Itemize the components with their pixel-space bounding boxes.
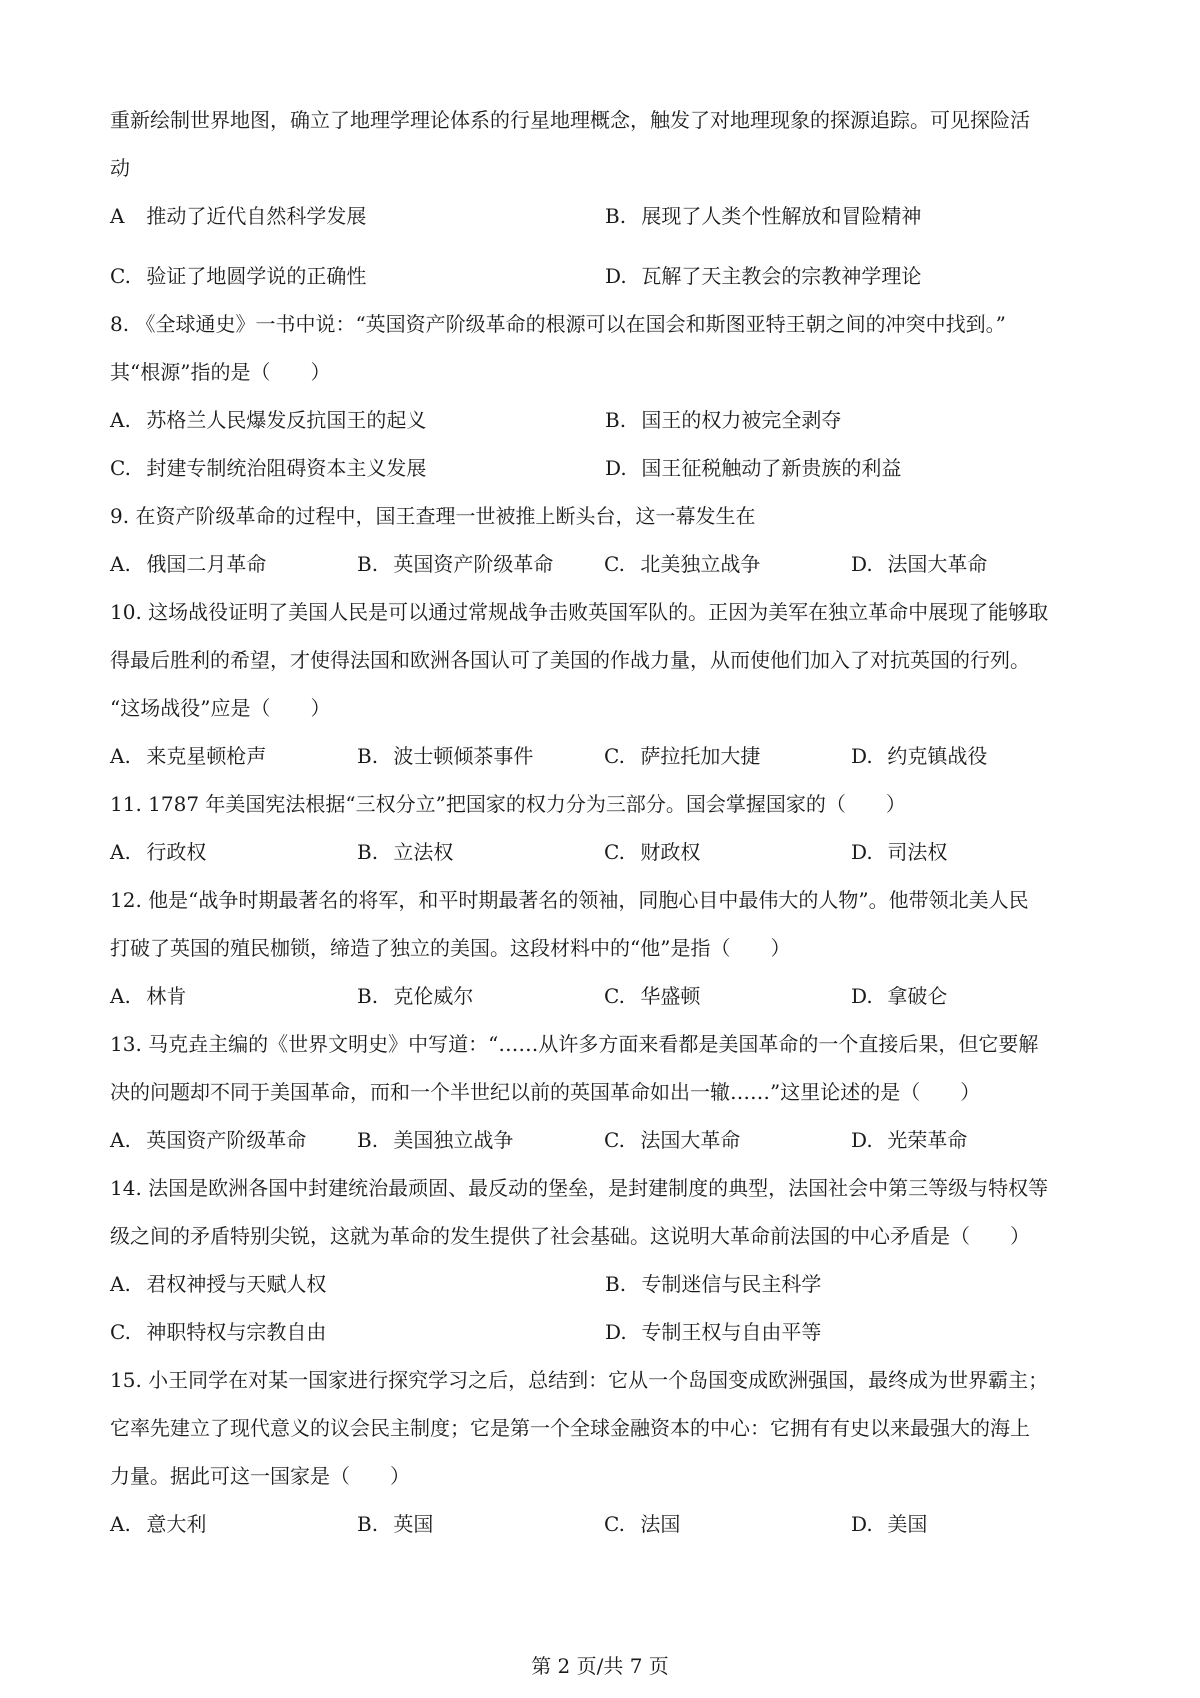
option-d [605, 444, 1100, 492]
option-text: 波士顿倾茶事件 [393, 744, 534, 768]
option-letter: A. [110, 408, 131, 432]
option-text: 推动了近代自然科学发展 [146, 204, 367, 228]
question-stem-line: 8. 《全球通史》一书中说：“英国资产阶级革命的根源可以在国会和斯图亚特王朝之间的冲突中找到。” [110, 312, 1006, 336]
option-b [357, 1500, 604, 1548]
option-letter: B. [605, 1272, 627, 1296]
option-letter: D. [851, 744, 873, 768]
option-letter: B. [357, 1128, 379, 1152]
option-letter: D. [851, 552, 873, 576]
option-b [357, 1116, 604, 1164]
options-grid [110, 1500, 1100, 1548]
option-text: 法国 [640, 1512, 681, 1536]
option-c [604, 540, 851, 588]
option-text: 国王征税触动了新贵族的利益 [641, 456, 902, 480]
question-9 [110, 492, 1100, 588]
options-grid [110, 540, 1100, 588]
option-text: 美国独立战争 [393, 1128, 514, 1152]
option-letter: B. [605, 408, 627, 432]
option-text: 神职特权与宗教自由 [146, 1320, 327, 1344]
option-letter: D. [851, 1128, 873, 1152]
page-content [110, 96, 1100, 1548]
question-stem-line: 得最后胜利的希望，才使得法国和欧洲各国认可了美国的作战力量，从而使他们加入了对抗英国的行列。 [110, 648, 1030, 672]
options-grid [110, 732, 1100, 780]
option-text: 英国 [393, 1512, 434, 1536]
option-letter: C. [604, 552, 625, 576]
option-text: 意大利 [146, 1512, 207, 1536]
option-letter: C. [604, 840, 625, 864]
option-c [604, 1500, 851, 1548]
option-text: 立法权 [393, 840, 454, 864]
question-11 [110, 780, 1100, 876]
option-letter: C. [110, 264, 131, 288]
question-stem-line: 动 [110, 156, 130, 180]
option-text: 法国大革命 [640, 1128, 741, 1152]
options-grid [110, 192, 1100, 240]
question-stem-line: 级之间的矛盾特别尖锐，这就为革命的发生提供了社会基础。这说明大革命前法国的中心矛盾是（ ） [110, 1224, 1030, 1248]
option-letter: A. [110, 552, 131, 576]
option-letter: D. [605, 264, 627, 288]
option-c [110, 444, 605, 492]
option-b [357, 732, 604, 780]
question-stem-line: 12. 他是“战争时期最著名的将军，和平时期最著名的领袖，同胞心目中最伟大的人物”。他带领北美人民 [110, 888, 1029, 912]
option-text: 司法权 [887, 840, 948, 864]
option-text: 验证了地圆学说的正确性 [146, 264, 367, 288]
option-text: 华盛顿 [640, 984, 701, 1008]
option-d [605, 1308, 1100, 1356]
question-stem-line: 打破了英国的殖民枷锁，缔造了独立的美国。这段材料中的“他”是指（ ） [110, 936, 791, 960]
question-stem-line: 决的问题却不同于美国革命，而和一个半世纪以前的英国革命如出一辙……”这里论述的是（ ） [110, 1080, 981, 1104]
option-text: 克伦威尔 [393, 984, 474, 1008]
option-letter: C. [110, 456, 131, 480]
option-c [604, 972, 851, 1020]
question-stem-line: “这场战役”应是（ ） [110, 696, 331, 720]
question-stem-line: 9. 在资产阶级革命的过程中，国王查理一世被推上断头台，这一幕发生在 [110, 504, 756, 528]
option-d [851, 1500, 1100, 1548]
option-letter: B. [357, 744, 379, 768]
question-stem-line: 11. 1787 年美国宪法根据“三权分立”把国家的权力分为三部分。国会掌握国家的（ ） [110, 792, 906, 816]
option-letter: B. [605, 204, 627, 228]
option-d [851, 1116, 1100, 1164]
option-text: 林肯 [146, 984, 187, 1008]
question-14 [110, 1164, 1100, 1356]
option-letter: D. [851, 984, 873, 1008]
option-a [110, 540, 357, 588]
question-stem-line: 它率先建立了现代意义的议会民主制度；它是第一个全球金融资本的中心：它拥有有史以来最强大的海上 [110, 1416, 1030, 1440]
option-b [605, 396, 1100, 444]
option-c [604, 1116, 851, 1164]
page-number: 第 2 页/共 7 页 [531, 1654, 669, 1678]
question-stem-line: 13. 马克垚主编的《世界文明史》中写道：“……从许多方面来看都是美国革命的一个直接后果，但它要解 [110, 1032, 1039, 1056]
option-text: 光荣革命 [887, 1128, 968, 1152]
option-c [110, 252, 605, 300]
option-a [110, 828, 357, 876]
option-d [605, 252, 1100, 300]
options-grid [110, 1116, 1100, 1164]
question-8 [110, 300, 1100, 492]
option-a [110, 192, 605, 240]
option-letter: C. [604, 744, 625, 768]
option-a [110, 1116, 357, 1164]
option-b [357, 828, 604, 876]
option-letter: C. [604, 984, 625, 1008]
option-letter: B. [357, 840, 379, 864]
option-a [110, 396, 605, 444]
option-text: 来克星顿枪声 [146, 744, 267, 768]
options-grid [110, 1260, 1100, 1356]
option-d [851, 828, 1100, 876]
option-text: 财政权 [640, 840, 701, 864]
option-letter: A. [110, 984, 131, 1008]
option-letter: C. [110, 1320, 131, 1344]
option-c [604, 828, 851, 876]
option-text: 拿破仑 [887, 984, 948, 1008]
option-text: 专制迷信与民主科学 [641, 1272, 822, 1296]
option-letter: D. [851, 840, 873, 864]
question-15 [110, 1356, 1100, 1548]
question-stem-line: 15. 小王同学在对某一国家进行探究学习之后，总结到：它从一个岛国变成欧洲强国，最终成为世界霸主； [110, 1368, 1049, 1392]
option-text: 法国大革命 [887, 552, 988, 576]
option-text: 美国 [887, 1512, 928, 1536]
options-grid [110, 252, 1100, 300]
page-footer [0, 1652, 1200, 1680]
option-a [110, 972, 357, 1020]
option-letter: A [110, 204, 125, 228]
option-text: 君权神授与天赋人权 [146, 1272, 327, 1296]
option-b [605, 1260, 1100, 1308]
option-letter: A. [110, 1272, 131, 1296]
question-stem-line: 力量。据此可这一国家是（ ） [110, 1464, 410, 1488]
option-text: 北美独立战争 [640, 552, 761, 576]
option-b [605, 192, 1100, 240]
option-letter: A. [110, 840, 131, 864]
option-text: 萨拉托加大捷 [640, 744, 761, 768]
option-text: 专制王权与自由平等 [641, 1320, 822, 1344]
option-a [110, 1260, 605, 1308]
option-d [851, 972, 1100, 1020]
option-letter: B. [357, 552, 379, 576]
option-text: 国王的权力被完全剥夺 [641, 408, 842, 432]
option-b [357, 540, 604, 588]
option-letter: A. [110, 1128, 131, 1152]
option-letter: B. [357, 1512, 379, 1536]
option-b [357, 972, 604, 1020]
option-text: 英国资产阶级革命 [393, 552, 554, 576]
question-12 [110, 876, 1100, 1020]
option-letter: C. [604, 1512, 625, 1536]
option-d [851, 540, 1100, 588]
option-letter: D. [851, 1512, 873, 1536]
question-10 [110, 588, 1100, 780]
option-letter: A. [110, 1512, 131, 1536]
option-letter: D. [605, 1320, 627, 1344]
options-grid [110, 972, 1100, 1020]
question-stem-line: 重新绘制世界地图，确立了地理学理论体系的行星地理概念，触发了对地理现象的探源追踪。可见探险活 [110, 108, 1030, 132]
option-text: 英国资产阶级革命 [146, 1128, 307, 1152]
option-text: 行政权 [146, 840, 207, 864]
option-text: 苏格兰人民爆发反抗国王的起义 [146, 408, 427, 432]
option-text: 封建专制统治阻碍资本主义发展 [146, 456, 427, 480]
option-a [110, 732, 357, 780]
option-text: 瓦解了天主教会的宗教神学理论 [641, 264, 922, 288]
option-letter: C. [604, 1128, 625, 1152]
option-c [604, 732, 851, 780]
question-7-continuation [110, 96, 1100, 300]
option-text: 展现了人类个性解放和冒险精神 [641, 204, 922, 228]
question-stem-line: 10. 这场战役证明了美国人民是可以通过常规战争击败英国军队的。正因为美军在独立革命中展现了能够取 [110, 600, 1049, 624]
options-grid [110, 396, 1100, 492]
option-a [110, 1500, 357, 1548]
option-letter: A. [110, 744, 131, 768]
option-letter: D. [605, 456, 627, 480]
option-letter: B. [357, 984, 379, 1008]
option-d [851, 732, 1100, 780]
option-c [110, 1308, 605, 1356]
option-text: 俄国二月革命 [146, 552, 267, 576]
options-grid [110, 828, 1100, 876]
question-stem-line: 其“根源”指的是（ ） [110, 360, 331, 384]
option-text: 约克镇战役 [887, 744, 988, 768]
question-stem-line: 14. 法国是欧洲各国中封建统治最顽固、最反动的堡垒，是封建制度的典型，法国社会中第三等级与特权等 [110, 1176, 1049, 1200]
question-13 [110, 1020, 1100, 1164]
